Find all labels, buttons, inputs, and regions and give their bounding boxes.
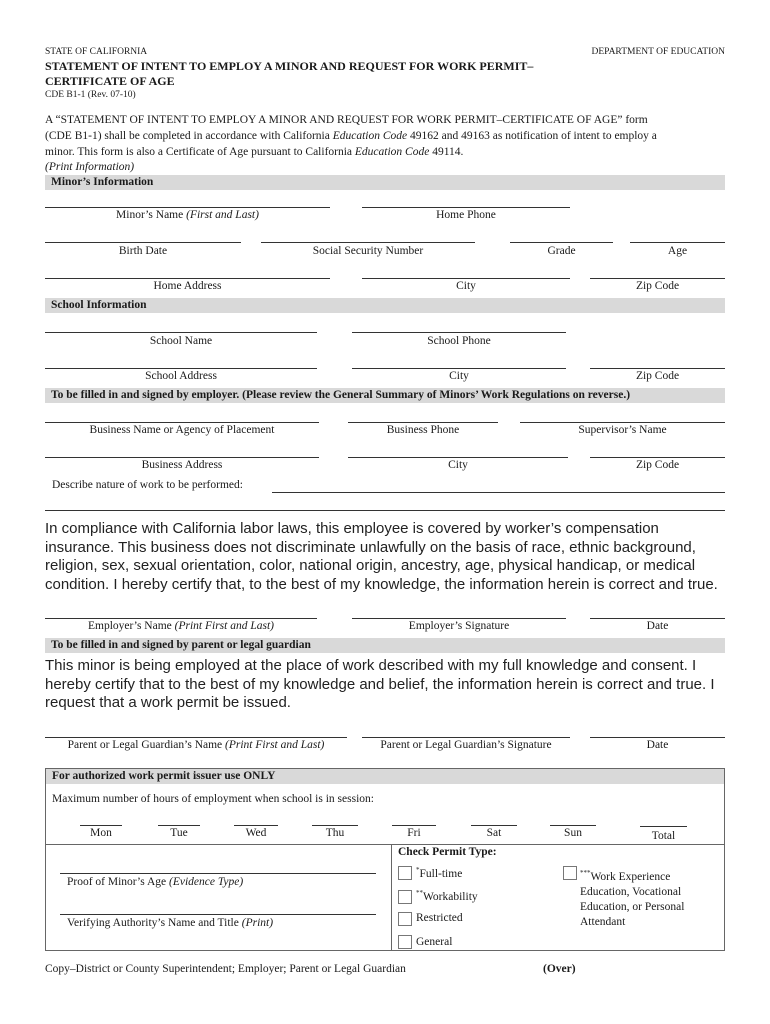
restricted-label: Restricted — [416, 912, 463, 924]
home-address-field[interactable] — [45, 278, 330, 279]
guardian-line-2: hereby certify that to the best of my knowledge and belief, the information herein is correct and true. I — [45, 675, 715, 693]
business-city-label: City — [448, 459, 468, 471]
employer-name-field[interactable] — [45, 618, 317, 619]
hours-fri-field[interactable] — [392, 825, 436, 826]
issuer-vertical-divider — [391, 844, 392, 951]
verifying-authority-label: Verifying Authority’s Name and Title (Print) — [67, 917, 274, 929]
form-code: CDE B1-1 (Rev. 07-10) — [45, 90, 136, 100]
compliance-statement — [45, 520, 730, 594]
hours-total-field[interactable] — [640, 826, 687, 827]
employer-signature-label: Employer’s Signature — [408, 620, 510, 632]
guardian-statement — [45, 657, 730, 713]
business-name-label: Business Name or Agency of Placement — [89, 424, 275, 436]
intro-paragraph — [45, 112, 735, 160]
day-label-mon: Mon — [90, 827, 112, 839]
grade-field[interactable] — [510, 242, 613, 243]
day-label-thu: Thu — [325, 827, 345, 839]
birth-date-field[interactable] — [45, 242, 241, 243]
general-label: General — [416, 936, 453, 948]
guardian-signature-label: Parent or Legal Guardian’s Signature — [380, 739, 552, 751]
school-phone-field[interactable] — [352, 332, 566, 333]
verifying-authority-field[interactable] — [60, 914, 376, 915]
copy-distribution-note: Copy–District or County Superintendent; Employer; Parent or Legal Guardian — [45, 963, 406, 975]
hours-sat-field[interactable] — [471, 825, 517, 826]
describe-work-label: Describe nature of work to be performed: — [52, 479, 243, 491]
minor-city-label: City — [456, 280, 476, 292]
proof-of-age-field[interactable] — [60, 873, 376, 874]
home-phone-field[interactable] — [362, 207, 570, 208]
hours-wed-field[interactable] — [234, 825, 278, 826]
state-label: STATE OF CALIFORNIA — [45, 47, 148, 57]
hours-tue-field[interactable] — [158, 825, 200, 826]
employer-name-label: Employer’s Name (Print First and Last) — [87, 620, 274, 632]
ssn-label: Social Security Number — [312, 245, 424, 257]
guardian-section-header: To be filled in and signed by parent or legal guardian — [45, 638, 725, 653]
max-hours-label: Maximum number of hours of employment when school is in session: — [52, 793, 374, 805]
school-phone-label: School Phone — [427, 335, 491, 347]
check-permit-type-label: Check Permit Type: — [398, 846, 497, 858]
school-zip-label: Zip Code — [635, 370, 680, 382]
employer-date-label: Date — [646, 620, 669, 632]
school-info-header: School Information — [45, 298, 725, 313]
minor-zip-field[interactable] — [590, 278, 725, 279]
school-city-label: City — [449, 370, 469, 382]
minor-name-field[interactable] — [45, 207, 330, 208]
employer-signature-field[interactable] — [352, 618, 566, 619]
fulltime-label: *Full-time — [416, 866, 463, 880]
minor-zip-label: Zip Code — [635, 280, 680, 292]
guardian-line-1: This minor is being employed at the place of work described with my full knowledge and consent. I — [45, 657, 697, 674]
minor-city-field[interactable] — [362, 278, 570, 279]
form-title-line1: STATEMENT OF INTENT TO EMPLOY A MINOR AND REQUEST FOR WORK PERMIT– — [45, 59, 534, 73]
age-field[interactable] — [630, 242, 725, 243]
school-name-field[interactable] — [45, 332, 317, 333]
age-label: Age — [667, 245, 688, 257]
employer-date-field[interactable] — [590, 618, 725, 619]
work-experience-label: ***Work Experience Education, Vocational Education, or Personal Attendant — [580, 869, 685, 928]
restricted-checkbox[interactable] — [398, 912, 412, 926]
fulltime-checkbox[interactable] — [398, 866, 412, 880]
home-address-label: Home Address — [153, 280, 222, 292]
school-address-label: School Address — [145, 370, 217, 382]
home-phone-label: Home Phone — [436, 209, 496, 221]
guardian-name-field[interactable] — [45, 737, 347, 738]
issuer-divider — [45, 844, 725, 845]
describe-work-field[interactable] — [272, 492, 725, 493]
school-address-field[interactable] — [45, 368, 317, 369]
grade-label: Grade — [547, 245, 576, 257]
employer-section-header: To be filled in and signed by employer. (Please review the General Summary of Minors’ Work Regulations on reverse.) — [45, 388, 725, 403]
hours-thu-field[interactable] — [312, 825, 358, 826]
business-phone-field[interactable] — [348, 422, 498, 423]
general-checkbox[interactable] — [398, 935, 412, 949]
intro-line-1: A “STATEMENT OF INTENT TO EMPLOY A MINOR AND REQUEST FOR WORK PERMIT–CERTIFICATE OF AGE” form — [45, 114, 648, 126]
issuer-header: For authorized work permit issuer use ONLY — [46, 769, 724, 784]
business-city-field[interactable] — [348, 457, 568, 458]
business-address-field[interactable] — [45, 457, 319, 458]
proof-of-age-label: Proof of Minor’s Age (Evidence Type) — [67, 876, 244, 888]
intro-line-3: minor. This form is also a Certificate of Age pursuant to California Education Code 49114. — [45, 146, 464, 158]
compliance-line-2: insurance. This business does not discriminate unlawfully on the basis of race, ethnic background, — [45, 538, 696, 556]
compliance-line-3: religion, sex, sexual orientation, color, national origin, ancestry, age, physical handicap, or medical — [45, 557, 696, 574]
department-label: DEPARTMENT OF EDUCATION — [591, 47, 725, 57]
supervisor-label: Supervisor’s Name — [578, 424, 667, 436]
guardian-date-label: Date — [646, 739, 669, 751]
work-experience-checkbox[interactable] — [563, 866, 577, 880]
compliance-line-1: In compliance with California labor laws, this employee is covered by worker’s compensation — [45, 520, 659, 537]
total-label: Total — [651, 830, 676, 842]
ssn-field[interactable] — [261, 242, 475, 243]
over-note: (Over) — [543, 963, 576, 975]
school-zip-field[interactable] — [590, 368, 725, 369]
business-address-label: Business Address — [141, 459, 223, 471]
business-phone-label: Business Phone — [386, 424, 460, 436]
birth-date-label: Birth Date — [118, 245, 168, 257]
guardian-signature-field[interactable] — [362, 737, 570, 738]
day-label-fri: Fri — [407, 827, 421, 839]
minor-info-header: Minor’s Information — [45, 175, 725, 190]
hours-mon-field[interactable] — [80, 825, 122, 826]
school-city-field[interactable] — [352, 368, 566, 369]
business-zip-field[interactable] — [590, 457, 725, 458]
intro-line-2: (CDE B1-1) shall be completed in accordance with California Education Code 49162 and 49163 as notification of intent to employ a — [45, 130, 657, 142]
minor-name-label: Minor’s Name (First and Last) — [116, 209, 259, 221]
guardian-line-3: request that a work permit be issued. — [45, 694, 291, 711]
guardian-name-label: Parent or Legal Guardian’s Name (Print First and Last) — [67, 739, 325, 751]
school-name-label: School Name — [149, 335, 213, 347]
day-label-tue: Tue — [170, 827, 188, 839]
day-label-sun: Sun — [564, 827, 582, 839]
print-info-note: (Print Information) — [45, 161, 135, 173]
guardian-date-field[interactable] — [590, 737, 725, 738]
day-label-wed: Wed — [245, 827, 267, 839]
compliance-line-4: condition. I hereby certify that, to the best of my knowledge, the information herein is correct and true. — [45, 575, 718, 593]
form-title-line2: CERTIFICATE OF AGE — [45, 74, 175, 88]
hours-sun-field[interactable] — [550, 825, 596, 826]
supervisor-field[interactable] — [520, 422, 725, 423]
describe-work-field-2[interactable] — [45, 510, 725, 511]
workability-label: **Workability — [416, 889, 478, 903]
day-label-sat: Sat — [486, 827, 502, 839]
business-name-field[interactable] — [45, 422, 319, 423]
workability-checkbox[interactable] — [398, 890, 412, 904]
business-zip-label: Zip Code — [635, 459, 680, 471]
